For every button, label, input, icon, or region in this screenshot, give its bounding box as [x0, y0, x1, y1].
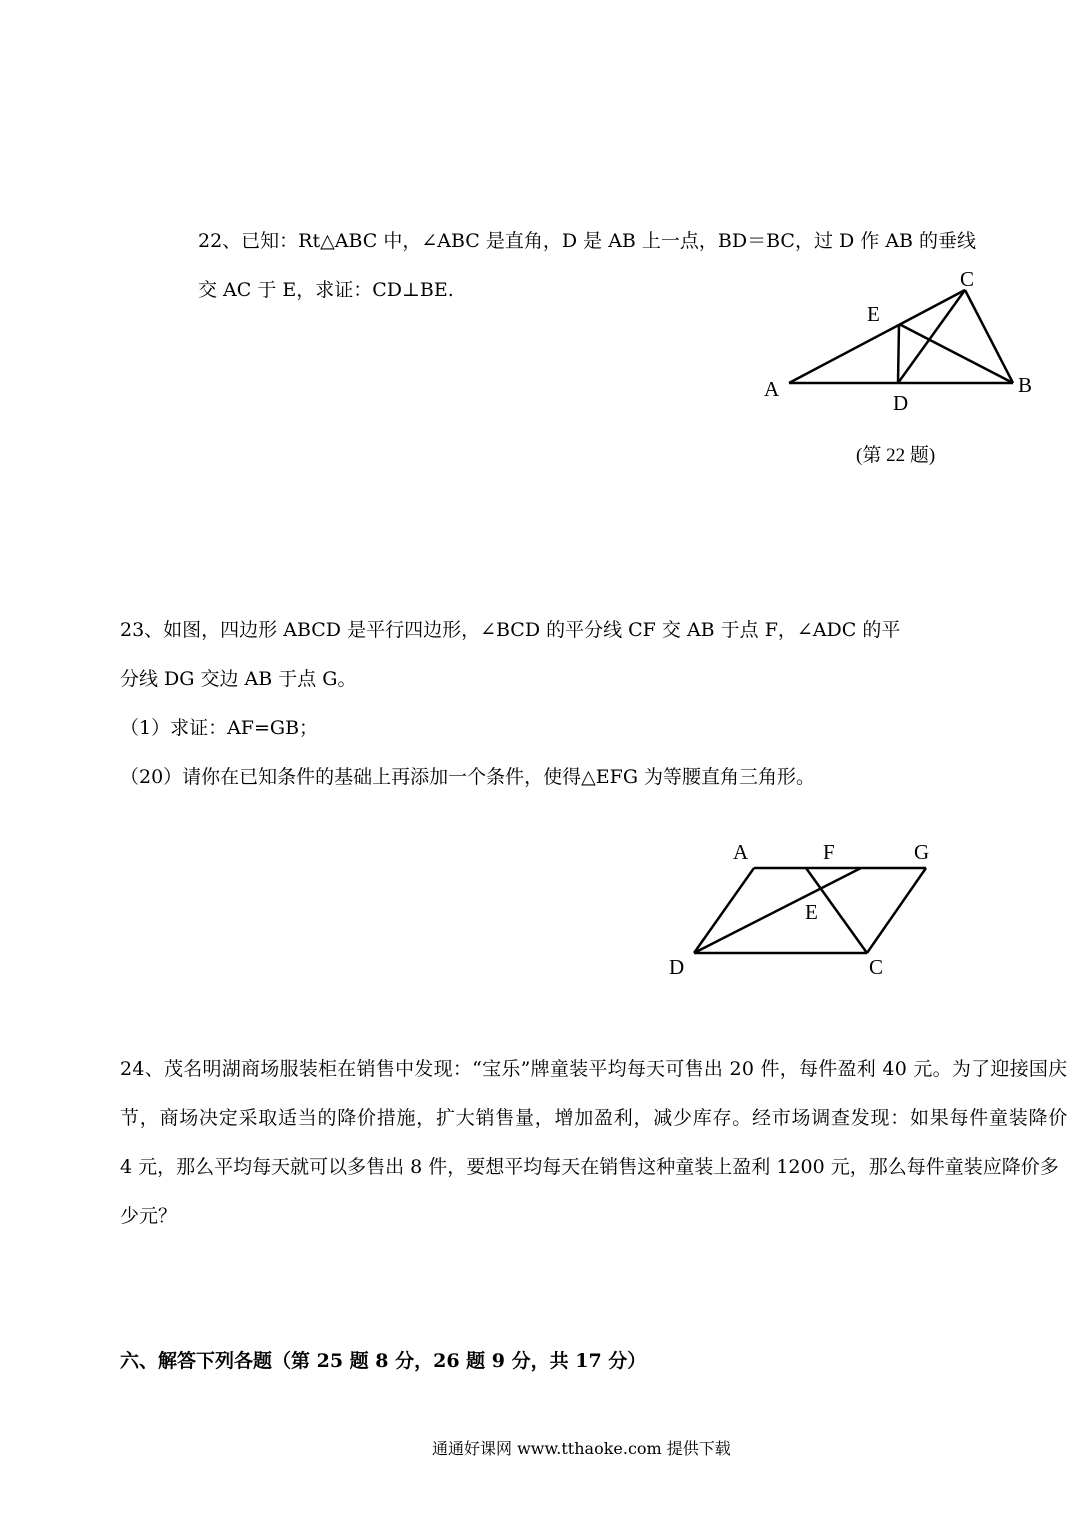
- q22-label-b: B: [1018, 373, 1033, 397]
- page-footer: 通通好课网 www.tthaoke.com 提供下载: [432, 1439, 731, 1458]
- q23-label-e: E: [805, 900, 818, 924]
- q23-label-c: C: [869, 955, 884, 979]
- q22-label-e: E: [867, 302, 880, 326]
- section-6-heading: 六、解答下列各题（第 25 题 8 分，26 题 9 分，共 17 分）: [120, 1350, 647, 1372]
- q23-segment-gc: [867, 868, 926, 953]
- q23-segment-ad: [694, 868, 754, 953]
- q23-text-line-1: 23、如图，四边形 ABCD 是平行四边形，∠BCD 的平分线 CF 交 AB 于点 F，∠ADC 的平: [120, 619, 901, 641]
- q22-label-a: A: [764, 377, 780, 401]
- q22-label-c: C: [960, 267, 975, 291]
- q23-label-a: A: [733, 840, 749, 864]
- q23-part-1: （1）求证：AF=GB；: [120, 717, 319, 739]
- q24-text-line-4: 少元？: [120, 1205, 178, 1227]
- q22-label-d: D: [893, 391, 909, 415]
- q22-figure-caption: (第 22 题): [856, 445, 936, 466]
- q24-text-line-1: 24、茂名明湖商场服装柜在销售中发现：“宝乐”牌童装平均每天可售出 20 件，每件盈利 40 元。为了迎接国庆: [120, 1058, 1068, 1080]
- q23-label-f: F: [823, 840, 835, 864]
- q22-text-line-2: 交 AC 于 E，求证：CD⊥BE.: [198, 279, 454, 301]
- q23-part-2: （20）请你在已知条件的基础上再添加一个条件，使得△EFG 为等腰直角三角形。: [120, 766, 816, 788]
- q23-text-line-2: 分线 DG 交边 AB 于点 G。: [120, 668, 357, 690]
- q22-text-line-1: 22、已知：Rt△ABC 中，∠ABC 是直角，D 是 AB 上一点，BD＝BC，过 D 作 AB 的垂线: [198, 230, 977, 252]
- q24-text-line-2: 节，商场决定采取适当的降价措施，扩大销售量，增加盈利，减少库存。经市场调查发现：如果每件童装降价: [120, 1107, 1069, 1129]
- q23-label-g: G: [914, 840, 930, 864]
- q23-label-d: D: [669, 955, 685, 979]
- q24-text-line-3: 4 元，那么平均每天就可以多售出 8 件，要想平均每天在销售这种童装上盈利 1200 元，那么每件童装应降价多: [120, 1156, 1059, 1178]
